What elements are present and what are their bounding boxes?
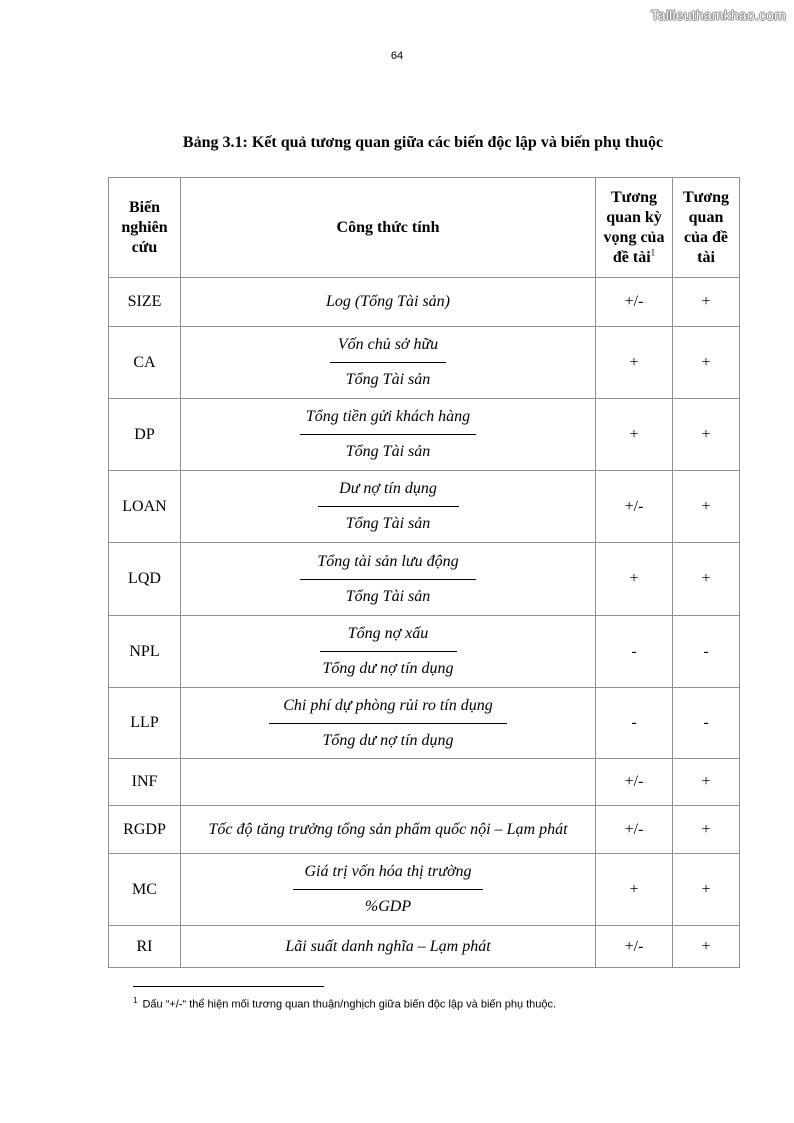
variable-cell: LQD xyxy=(109,543,181,616)
footnote-separator xyxy=(133,986,324,987)
table-row xyxy=(109,543,740,616)
fraction xyxy=(269,697,507,750)
expected-correlation-cell: - xyxy=(596,616,673,688)
formula-cell xyxy=(181,543,596,616)
study-correlation-cell: + xyxy=(673,471,740,543)
fraction-numerator: Tổng tiền gửi khách hàng xyxy=(305,408,471,425)
header-study-correlation: Tương quan của đề tài xyxy=(673,178,740,278)
study-correlation-cell: + xyxy=(673,399,740,471)
fraction xyxy=(330,336,446,389)
fraction-numerator: Tổng tài sản lưu động xyxy=(317,552,459,570)
table-row xyxy=(109,688,740,759)
formula-cell: Tốc độ tăng trưởng tổng sản phẩm quốc nội – Lạm phát xyxy=(181,806,596,854)
fraction xyxy=(318,480,459,533)
fraction-denominator: %GDP xyxy=(364,898,412,915)
study-correlation-cell: + xyxy=(673,543,740,616)
fraction-numerator: Tổng nợ xấu xyxy=(347,625,429,642)
expected-correlation-cell: - xyxy=(596,688,673,759)
expected-correlation-cell: +/- xyxy=(596,926,673,968)
expected-correlation-cell: +/- xyxy=(596,759,673,806)
expected-correlation-cell: +/- xyxy=(596,471,673,543)
page-number: 64 xyxy=(390,50,404,62)
table-row xyxy=(109,806,740,854)
footnote-marker: 1 xyxy=(133,996,138,1005)
study-correlation-cell: + xyxy=(673,854,740,926)
table-row xyxy=(109,327,740,399)
fraction-denominator: Tổng Tài sản xyxy=(345,371,431,388)
study-correlation-cell: + xyxy=(673,926,740,968)
footnote xyxy=(133,996,556,1011)
formula-cell: Lãi suất danh nghĩa – Lạm phát xyxy=(181,926,596,968)
study-correlation-cell: + xyxy=(673,759,740,806)
study-correlation-cell: + xyxy=(673,327,740,399)
fraction-numerator: Giá trị vốn hóa thị trường xyxy=(304,863,472,880)
table-row xyxy=(109,759,740,806)
watermark: Tailieuthamkhao.com xyxy=(650,7,786,23)
formula-cell: Log (Tổng Tài sản) xyxy=(181,278,596,327)
header-variable: Biến nghiên cứu xyxy=(109,178,181,278)
formula-cell xyxy=(181,399,596,471)
fraction xyxy=(293,863,483,916)
fraction-denominator: Tổng dư nợ tín dụng xyxy=(322,660,454,677)
fraction-numerator: Dư nợ tín dụng xyxy=(339,480,437,497)
variable-cell: RGDP xyxy=(109,806,181,854)
expected-correlation-cell: +/- xyxy=(596,806,673,854)
table-title: Bảng 3.1: Kết quả tương quan giữa các biến độc lập và biến phụ thuộc xyxy=(182,134,664,151)
fraction-denominator: Tổng dư nợ tín dụng xyxy=(322,731,454,749)
variable-cell: DP xyxy=(109,399,181,471)
variable-cell: MC xyxy=(109,854,181,926)
header-formula: Công thức tính xyxy=(181,178,596,278)
fraction xyxy=(300,408,476,461)
table-row xyxy=(109,926,740,968)
fraction xyxy=(300,553,476,606)
fraction xyxy=(320,625,457,678)
footnote-reference: 1 xyxy=(650,247,656,258)
table-row xyxy=(109,399,740,471)
study-correlation-cell: - xyxy=(673,616,740,688)
formula-cell xyxy=(181,759,596,806)
formula-cell xyxy=(181,327,596,399)
formula-cell xyxy=(181,616,596,688)
table-row xyxy=(109,854,740,926)
fraction-numerator: Vốn chủ sở hữu xyxy=(337,336,439,353)
fraction-denominator: Tổng Tài sản xyxy=(345,587,431,605)
variable-cell: INF xyxy=(109,759,181,806)
expected-correlation-cell: + xyxy=(596,543,673,616)
variable-cell: RI xyxy=(109,926,181,968)
variable-cell: NPL xyxy=(109,616,181,688)
variable-cell: SIZE xyxy=(109,278,181,327)
variable-cell: LOAN xyxy=(109,471,181,543)
fraction-numerator: Chi phí dự phòng rủi ro tín dụng xyxy=(283,696,493,714)
study-correlation-cell: - xyxy=(673,688,740,759)
header-expected-correlation: Tương quan kỳ vọng của đề tài$^1$ xyxy=(596,178,673,278)
fraction-denominator: Tổng Tài sản xyxy=(345,515,431,532)
table-row xyxy=(109,471,740,543)
expected-correlation-cell: + xyxy=(596,327,673,399)
variable-cell: CA xyxy=(109,327,181,399)
table-row xyxy=(109,616,740,688)
study-correlation-cell: + xyxy=(673,278,740,327)
study-correlation-cell: + xyxy=(673,806,740,854)
correlation-table xyxy=(108,177,740,968)
expected-correlation-cell: +/- xyxy=(596,278,673,327)
expected-correlation-cell: + xyxy=(596,399,673,471)
expected-correlation-cell: + xyxy=(596,854,673,926)
fraction-denominator: Tổng Tài sản xyxy=(345,443,431,460)
formula-cell xyxy=(181,471,596,543)
footnote-text: Dấu “+/-“ thể hiện mối tương quan thuận/nghịch giữa biến độc lập và biến phụ thuộc. xyxy=(142,998,557,1011)
header-row xyxy=(109,178,740,278)
variable-cell: LLP xyxy=(109,688,181,759)
table-row xyxy=(109,278,740,327)
formula-cell xyxy=(181,854,596,926)
formula-cell xyxy=(181,688,596,759)
